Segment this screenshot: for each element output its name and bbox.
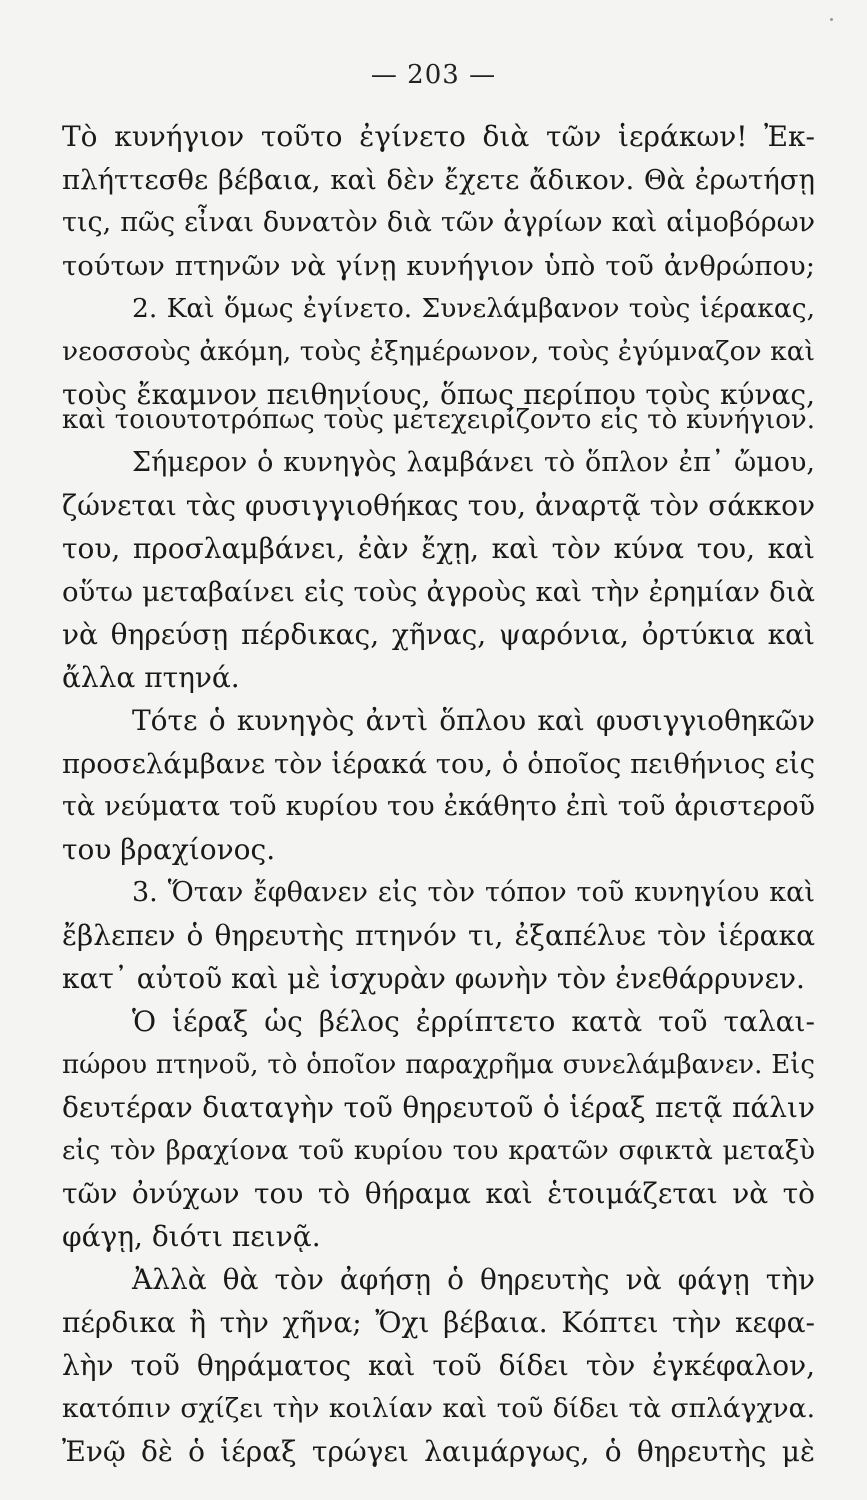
page-number: — 203 — [370,60,497,90]
text-line: ἄλλα πτηνά. [62,661,240,694]
text-line: τῶν ὀνύχων του τὸ θήραμα καὶ ἑτοιμάζεται νὰ τὸ [62,1177,815,1210]
text-line: νεοσσοὺς ἀκόμη, τοὺς ἐξημέρωνον, τοὺς ἐγύμναζον καὶ [62,336,815,367]
text-line: Σήμερον ὁ κυνηγὸς λαμβάνει τὸ ὅπλον ἐπ᾽ ὤμου, [132,447,815,478]
text-line: Ἐνῷ δὲ ὁ ἱέραξ τρώγει λαιμάργως, ὁ θηρευτὴς μὲ [62,1435,815,1468]
text-line: πλήττεσθε βέβαια, καὶ δὲν ἔχετε ἄδικον. Θὰ ἐρωτήσῃ [62,164,815,196]
text-line: Τότε ὁ κυνηγὸς ἀντὶ ὅπλου καὶ φυσιγγιοθηκῶν [132,704,815,737]
text-line: Τὸ κυνήγιον τοῦτο ἐγίνετο διὰ τῶν ἱεράκων! Ἐκ- [62,120,815,153]
text-line: δευτέραν διαταγὴν τοῦ θηρευτοῦ ὁ ἱέραξ πετᾷ πάλιν [62,1091,815,1124]
text-line: φάγῃ, διότι πεινᾷ. [62,1220,321,1253]
text-line: του, προσλαμβάνει, ἐὰν ἔχῃ, καὶ τὸν κύνα του, καὶ [62,532,815,565]
text-line: οὕτω μεταβαίνει εἰς τοὺς ἀγροὺς καὶ τὴν ἐρημίαν διὰ [62,576,815,608]
text-line: ζώνεται τὰς φυσιγγιοθήκας του, ἀναρτᾷ τὸν σάκκον [62,489,815,522]
text-line: 3. Ὅταν ἔφθανεν εἰς τὸν τόπον τοῦ κυνηγίου καὶ [132,877,815,908]
text-line: πέρδικα ἢ τὴν χῆνα; Ὄχι βέβαια. Κόπτει τὴν κεφα- [62,1306,815,1339]
scan-speck [830,18,833,21]
text-line: κατ᾽ αὐτοῦ καὶ μὲ ἰσχυρὰν φωνὴν τὸν ἐνεθάρρυνεν. [62,962,805,995]
text-line: Ἀλλὰ θὰ τὸν ἀφήσῃ ὁ θηρευτὴς νὰ φάγῃ τὴν [132,1263,815,1296]
text-line: τούτων πτηνῶν νὰ γίνῃ κυνήγιον ὑπὸ τοῦ ἀνθρώπου; [62,250,815,282]
text-line: πώρου πτηνοῦ, τὸ ὁποῖον παραχρῆμα συνελάμβανεν. Εἰς [62,1050,815,1080]
text-line: τοὺς ἔκαμνον πειθηνίους, ὅπως περίπου τοὺς κύνας, [62,378,815,411]
text-line: ἔβλεπεν ὁ θηρευτὴς πτηνόν τι, ἐξαπέλυε τὸν ἱέρακα [62,919,815,952]
text-line: εἰς τὸν βραχίονα τοῦ κυρίου του κρατῶν σφικτὰ μεταξὺ [62,1136,815,1166]
text-line: τις, πῶς εἶναι δυνατὸν διὰ τῶν ἀγρίων καὶ αἱμοβόρων [62,207,815,238]
text-line: νὰ θηρεύσῃ πέρδικας, χῆνας, ψαρόνια, ὀρτύκια καὶ [62,618,815,651]
text-line: Ὁ ἱέραξ ὡς βέλος ἐρρίπτετο κατὰ τοῦ ταλαι- [132,1005,815,1038]
text-line: προσελάμβανε τὸν ἱέρακά του, ὁ ὁποῖος πειθήνιος εἰς [62,748,815,780]
text-line: καὶ τοιουτοτρόπως τοὺς μετεχειρίζοντο εἰς τὸ κυνήγιον. [62,405,815,435]
text-line: του βραχίονος. [62,833,276,866]
text-line: τὰ νεύματα τοῦ κυρίου του ἐκάθητο ἐπὶ τοῦ ἀριστεροῦ [62,791,815,822]
text-line: λὴν τοῦ θηράματος καὶ τοῦ δίδει τὸν ἐγκέφαλον, [62,1349,815,1382]
text-line: κατόπιν σχίζει τὴν κοιλίαν καὶ τοῦ δίδει τὰ σπλάγχνα. [62,1393,815,1424]
text-line: 2. Καὶ ὅμως ἐγίνετο. Συνελάμβανον τοὺς ἱέρακας, [132,293,815,324]
